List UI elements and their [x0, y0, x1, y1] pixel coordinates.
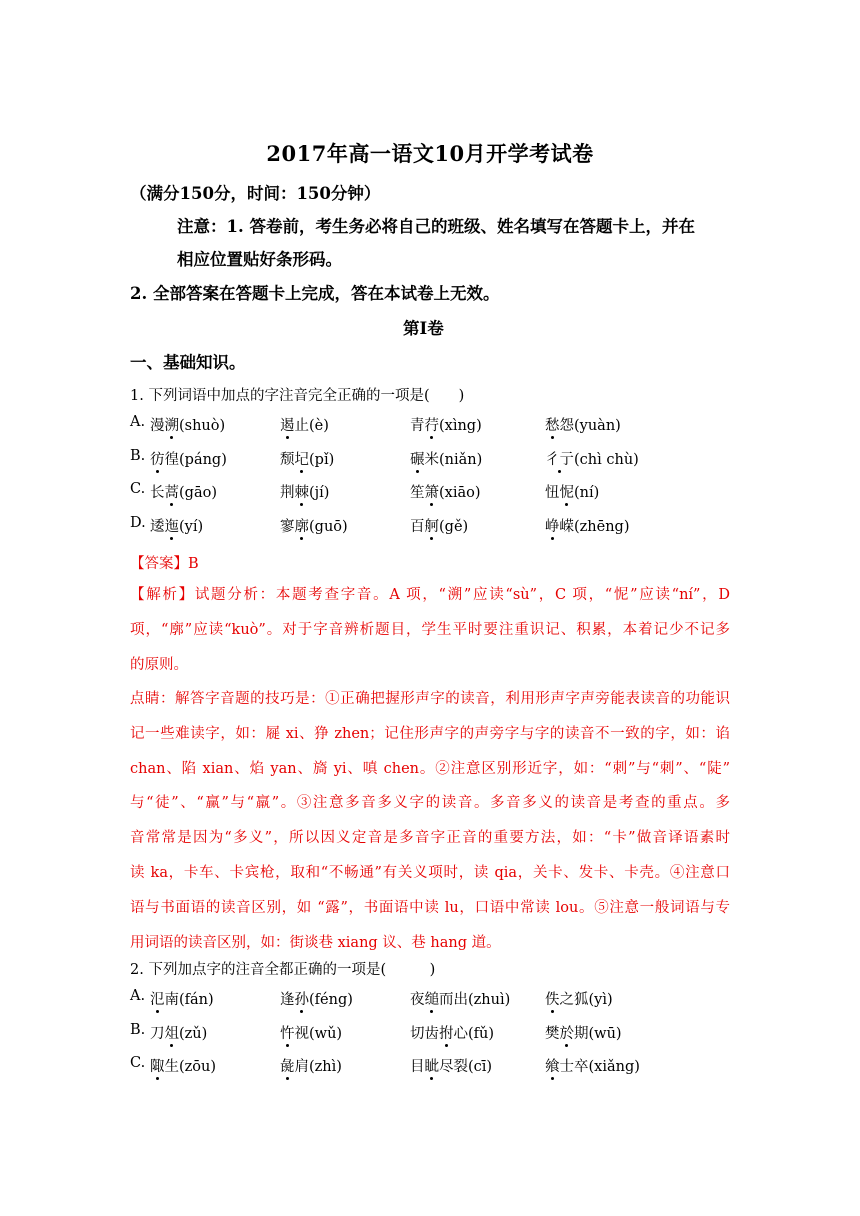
option-word: 青荇(xìng)	[410, 414, 482, 436]
part-heading: 第Ⅰ卷	[403, 319, 444, 338]
dotted-character: 碾	[410, 448, 425, 469]
option-label: D.	[130, 514, 146, 531]
tip-line: 用词语的读音区别，如：街谈巷 xiang 议、巷 hang 道。	[130, 934, 501, 951]
section-heading: 一、基础知识。	[130, 353, 246, 372]
option-word: 逶迤(yí)	[150, 515, 203, 537]
dotted-character: 於	[560, 1022, 575, 1043]
dotted-character: 舸	[425, 515, 440, 536]
option-word: 樊於期(wū)	[545, 1022, 622, 1044]
tip-paragraph	[130, 682, 730, 960]
option-label: A.	[130, 988, 146, 1004]
option-word: 飨士卒(xiǎng)	[545, 1055, 640, 1077]
option-label: B.	[130, 447, 146, 464]
dotted-character: 愁	[545, 414, 560, 435]
option-word: 氾南(fán)	[150, 988, 214, 1010]
tip-line: 记一些难读字，如：屣 xi、狰 zhen；记住形声字的声旁字与字的读音不一致的字，如：谄	[130, 725, 730, 742]
option-word: 寥廓(guō)	[280, 515, 348, 537]
analysis-line: 【解析】试题分析：本题考查字音。A 项，“溯”应读“sù”，C 项，“怩”应读“ní”，D	[130, 587, 730, 603]
dotted-character: 溯	[165, 414, 180, 435]
option-word: 佚之狐(yì)	[545, 988, 613, 1010]
dotted-character: 彷	[150, 448, 165, 469]
option-label: C.	[130, 1055, 146, 1071]
tip-line: 语与书面语的读音区别，如 “露”，书面语中读 lu，口语中常读 lou。⑤注意一般词语与专	[130, 899, 730, 916]
dotted-character: 廓	[295, 515, 310, 536]
tip-line: 读 ka，卡车、卡宾枪，取和“不畅通”有关义项时，读 qia，关卡、发卡、卡壳。④注意口	[130, 864, 730, 881]
option-word: 逢孙(féng)	[280, 988, 353, 1010]
option-word: 漫溯(shuò)	[150, 414, 225, 436]
analysis-line: 项，“廓”应读“kuò”。对于字音辨析题目，学生平时要注重识记、积累，本着记少不记多	[130, 621, 730, 638]
option-word: 忤视(wǔ)	[280, 1022, 342, 1044]
option-word: 长蒿(gāo)	[150, 481, 217, 503]
option-word: 彘肩(zhì)	[280, 1055, 342, 1077]
question-2-stem: 2. 下列加点字的注音全都正确的一项是( )	[130, 962, 436, 978]
dotted-character: 彘	[280, 1055, 295, 1076]
option-word: 碾米(niǎn)	[410, 448, 482, 470]
dotted-character: 遏	[280, 414, 295, 435]
option-word: 荆棘(jí)	[280, 481, 329, 503]
page-title: 2017年高一语文10月开学考试卷	[266, 141, 594, 166]
option-word: 彷徨(páng)	[150, 448, 227, 470]
note-1-line-a: 注意：1. 答卷前，考生务必将自己的班级、姓名填写在答题卡上，并在	[177, 217, 695, 236]
option-word: 颓圮(pǐ)	[280, 448, 334, 470]
option-word: 目眦尽裂(cī)	[410, 1055, 492, 1077]
tip-line: chan、陷 xian、焰 yan、旖 yi、嗔 chen。②注意区别形近字，如：“刺”与“刺”、“陡”	[130, 760, 730, 777]
dotted-character: 蒿	[165, 481, 180, 502]
note-2: 2. 全部答案在答题卡上完成，答在本试卷上无效。	[130, 284, 500, 303]
option-word: 百舸(gě)	[410, 515, 468, 537]
analysis-line: 的原则。	[130, 656, 188, 673]
dotted-character: 荇	[425, 414, 440, 435]
option-word: 彳亍(chì chù)	[545, 448, 639, 470]
dotted-character: 峥	[545, 515, 560, 536]
dotted-character: 飨	[545, 1055, 560, 1076]
dotted-character: 箫	[425, 481, 440, 502]
dotted-character: 拊	[439, 1022, 454, 1043]
dotted-character: 俎	[165, 1022, 180, 1043]
option-word: 忸怩(ní)	[545, 481, 599, 503]
note-1-line-b: 相应位置贴好条形码。	[177, 250, 342, 269]
option-label: A.	[130, 414, 146, 430]
option-label: B.	[130, 1021, 146, 1038]
dotted-character: 彳亍	[545, 448, 574, 469]
dotted-character: 忤	[280, 1022, 295, 1043]
dotted-character: 孙	[295, 988, 310, 1009]
option-word: 笙箫(xiāo)	[410, 481, 481, 503]
analysis-paragraph	[130, 578, 730, 682]
dotted-character: 佚	[545, 988, 560, 1009]
dotted-character: 圮	[295, 448, 310, 469]
option-word: 夜缒而出(zhuì)	[410, 988, 510, 1010]
answer-label: 【答案】B	[130, 556, 199, 572]
tip-line: 与“徒”、“赢”与“羸”。③注意多音多义字的读音。多音多义的读音是考查的重点。多	[130, 795, 730, 812]
option-word: 愁怨(yuàn)	[545, 414, 621, 436]
tip-line: 音常常是因为“多义”，所以因义定音是多音字正音的重要方法，如：“卡”做音译语素时	[130, 830, 730, 847]
subtitle: （满分150分，时间：150分钟）	[130, 184, 381, 203]
option-word: 陬生(zōu)	[150, 1055, 216, 1077]
option-word: 峥嵘(zhēng)	[545, 515, 630, 537]
dotted-character: 缒	[425, 988, 440, 1009]
question-1-stem: 1. 下列词语中加点的字注音完全正确的一项是( )	[130, 388, 465, 404]
dotted-character: 棘	[295, 481, 310, 502]
dotted-character: 怩	[560, 481, 575, 502]
option-word: 遏止(è)	[280, 414, 329, 436]
option-word: 切齿拊心(fǔ)	[410, 1022, 494, 1044]
option-word: 刀俎(zǔ)	[150, 1022, 207, 1044]
tip-line: 点睛：解答字音题的技巧是：①正确把握形声字的读音，利用形声字声旁能表读音的功能识	[130, 691, 730, 707]
option-label: C.	[130, 481, 146, 497]
dotted-character: 迤	[165, 515, 180, 536]
dotted-character: 氾	[150, 988, 165, 1009]
dotted-character: 眦	[425, 1055, 440, 1076]
dotted-character: 陬	[150, 1055, 165, 1076]
